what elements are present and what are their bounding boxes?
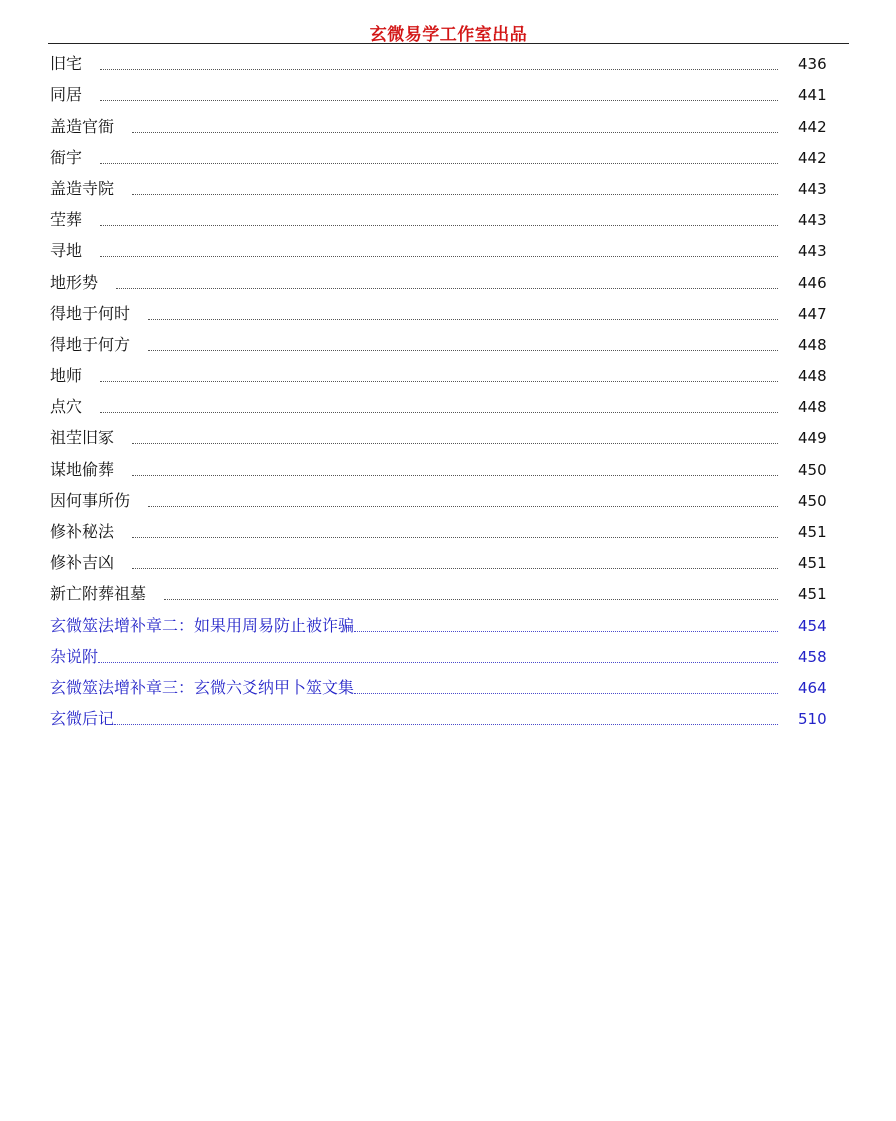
toc-entry <box>50 78 828 109</box>
toc-entry-page-number: 451 <box>798 585 827 604</box>
toc-dot-leader <box>132 433 778 444</box>
toc-entry-title: 得地于何方 <box>50 334 131 354</box>
toc-entry <box>50 265 828 296</box>
toc-entry <box>50 577 828 608</box>
toc-entry-page-number: 446 <box>798 273 827 292</box>
toc-entry-title: 衙宇 <box>50 147 83 167</box>
toc-entry-page-number: 451 <box>798 523 827 541</box>
toc-entry-title: 盖造寺院 <box>50 178 115 198</box>
toc-entry-title: 玄微筮法增补章三：玄微六爻纳甲卜筮文集 <box>50 677 355 697</box>
toc-dot-leader <box>100 402 778 413</box>
toc-dot-leader <box>354 621 778 632</box>
toc-entry <box>50 546 828 577</box>
toc-dot-leader <box>100 371 778 382</box>
toc-entry-title: 新亡附葬祖墓 <box>50 584 147 604</box>
toc-entry <box>50 203 828 234</box>
toc-entry-title: 寻地 <box>50 241 83 261</box>
toc-entry-title: 地师 <box>50 366 83 386</box>
toc-entry <box>50 359 828 390</box>
toc-entry <box>50 390 828 421</box>
toc-entry-page-number: 449 <box>798 429 827 448</box>
toc-entry-title: 杂说附 <box>50 646 99 666</box>
toc-dot-leader <box>100 59 778 70</box>
toc-entry <box>50 297 828 328</box>
toc-entry-page-number: 443 <box>798 211 827 230</box>
toc-entry-page-number: 441 <box>798 86 827 105</box>
toc-entry-page-number: 448 <box>798 367 827 386</box>
toc-dot-leader <box>148 340 778 351</box>
toc-dot-leader <box>132 527 778 538</box>
toc-dot-leader <box>148 496 778 507</box>
toc-entry-title: 玄微筮法增补章二：如果用周易防止被诈骗 <box>50 615 355 635</box>
toc-dot-leader <box>164 589 778 600</box>
toc-entry[interactable] <box>50 640 828 671</box>
toc-dot-leader <box>100 90 778 101</box>
toc-entry-page-number: 436 <box>798 55 827 74</box>
toc-entry-page-number: 442 <box>798 148 827 167</box>
page-header <box>48 0 849 44</box>
toc-entry[interactable] <box>50 702 828 733</box>
toc-entry-page-number: 458 <box>798 647 827 666</box>
toc-entry <box>50 172 828 203</box>
table-of-contents <box>50 47 828 733</box>
toc-entry-title: 祖茔旧冢 <box>50 428 115 448</box>
toc-entry-title: 因何事所伤 <box>50 490 131 510</box>
toc-dot-leader <box>114 714 778 725</box>
toc-entry-page-number: 454 <box>798 616 827 635</box>
toc-entry-title: 点穴 <box>50 397 83 417</box>
toc-dot-leader <box>100 215 778 226</box>
toc-entry-title: 旧宅 <box>50 54 83 74</box>
toc-dot-leader <box>132 122 778 133</box>
toc-entry-page-number: 448 <box>798 335 827 354</box>
toc-entry-page-number: 451 <box>798 554 827 573</box>
toc-entry-title: 修补秘法 <box>50 522 115 541</box>
toc-dot-leader <box>98 652 778 663</box>
toc-entry-title: 得地于何时 <box>50 303 131 323</box>
toc-entry <box>50 452 828 483</box>
toc-dot-leader <box>116 278 778 289</box>
toc-entry-title: 谋地偷葬 <box>50 459 115 479</box>
toc-entry-title: 地形势 <box>50 272 99 292</box>
toc-dot-leader <box>354 683 778 694</box>
toc-entry <box>50 484 828 515</box>
toc-entry <box>50 109 828 140</box>
toc-entry-title: 同居 <box>50 85 83 105</box>
toc-entry <box>50 515 828 546</box>
toc-entry-title: 盖造官衙 <box>50 116 115 136</box>
toc-entry-page-number: 442 <box>798 117 827 136</box>
header-title: 玄微易学工作室出品 <box>369 25 528 45</box>
toc-dot-leader <box>132 465 778 476</box>
toc-entry-page-number: 450 <box>798 460 827 479</box>
toc-entry-page-number: 443 <box>798 242 827 261</box>
toc-entry-page-number: 448 <box>798 398 827 417</box>
toc-dot-leader <box>100 246 778 257</box>
toc-entry <box>50 421 828 452</box>
toc-entry[interactable] <box>50 671 828 702</box>
toc-entry-title: 修补吉凶 <box>50 553 115 573</box>
toc-entry <box>50 141 828 172</box>
toc-dot-leader <box>132 184 778 195</box>
toc-dot-leader <box>100 153 778 164</box>
toc-entry <box>50 47 828 78</box>
toc-entry-page-number: 510 <box>798 710 827 729</box>
toc-dot-leader <box>132 558 778 569</box>
toc-entry <box>50 328 828 359</box>
toc-entry-page-number: 464 <box>798 678 827 697</box>
toc-entry-title: 茔葬 <box>50 210 83 230</box>
toc-entry-title: 玄微后记 <box>50 709 115 729</box>
toc-entry-page-number: 450 <box>798 491 827 510</box>
toc-dot-leader <box>148 309 778 320</box>
toc-entry[interactable] <box>50 608 828 639</box>
toc-entry-page-number: 443 <box>798 179 827 198</box>
toc-entry-page-number: 447 <box>798 304 827 323</box>
toc-entry <box>50 234 828 265</box>
